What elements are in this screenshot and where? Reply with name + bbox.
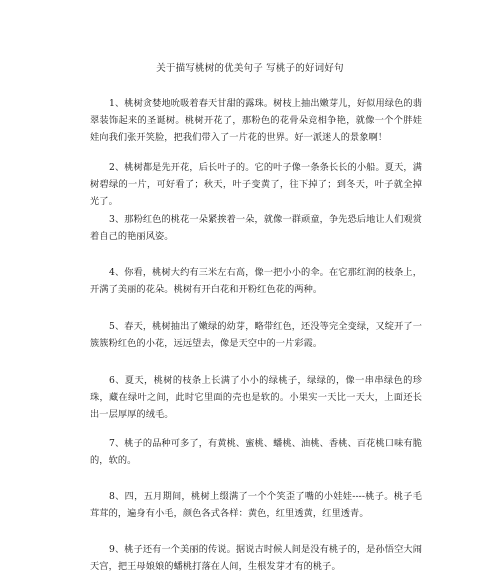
paragraph-5: 5、春天，桃树抽出了嫩绿的幼芽，略带红色，还没等完全变绿，又绽开了一簇簇粉红色的小花，远远望去，像是天空中的一片彩霞。	[90, 321, 422, 350]
paragraph-6: 6、夏天，桃树的枝条上长满了小小的绿桃子，绿绿的，像一串串绿色的珍珠，藏在绿叶之间，此时它里面的壳也是软的。小果实一天比一天大，上面还长出一层厚厚的绒毛。	[90, 375, 422, 421]
page-title: 关于描写桃树的优美句子 写桃子的好词好句	[156, 63, 344, 74]
paragraph-2: 2、桃树都是先开花，后长叶子的。它的叶子像一条条长长的小船。夏天，满树碧绿的一片，可好看了；秋天，叶子变黄了，往下掉了；到冬天，叶子就全掉光了。	[90, 162, 422, 208]
paragraph-4: 4、你看，桃树大约有三米左右高，像一把小小的伞。在它那红润的枝条上，开满了美丽的花朵。桃树有开白花和开粉红色花的两种。	[90, 267, 422, 296]
paragraph-1: 1、桃树贪婪地吮吸着春天甘甜的露珠。树枝上抽出嫩芽儿，好似用绿色的翡翠装饰起来的圣诞树。桃树开花了，那粉色的花骨朵竞相争艳，就像一个个胖娃娃向我们张开笑脸，把我们带入了一片花的世界。好一派迷人的景象啊！	[90, 98, 422, 144]
paragraph-9: 9、桃子还有一个美丽的传说。据说古时候人间是没有桃子的，是孙悟空大闹天宫，把王母娘娘的蟠桃打落在人间，生根发芽才有的桃子。	[90, 544, 422, 573]
paragraph-3: 3、那粉红色的桃花一朵紧挨着一朵，就像一群顽童，争先恐后地让人们观赏着自己的艳丽风姿。	[90, 214, 422, 243]
paragraph-8: 8、四，五月期间，桃树上缀满了一个个笑歪了嘴的小娃娃----桃子。桃子毛茸茸的，遍身有小毛，颜色各式各样：黄色，红里透黄，红里透青。	[90, 491, 422, 520]
paragraph-7: 7、桃子的品种可多了，有黄桃、蜜桃、蟠桃、油桃、香桃、百花桃口味有脆的，软的。	[90, 438, 422, 467]
